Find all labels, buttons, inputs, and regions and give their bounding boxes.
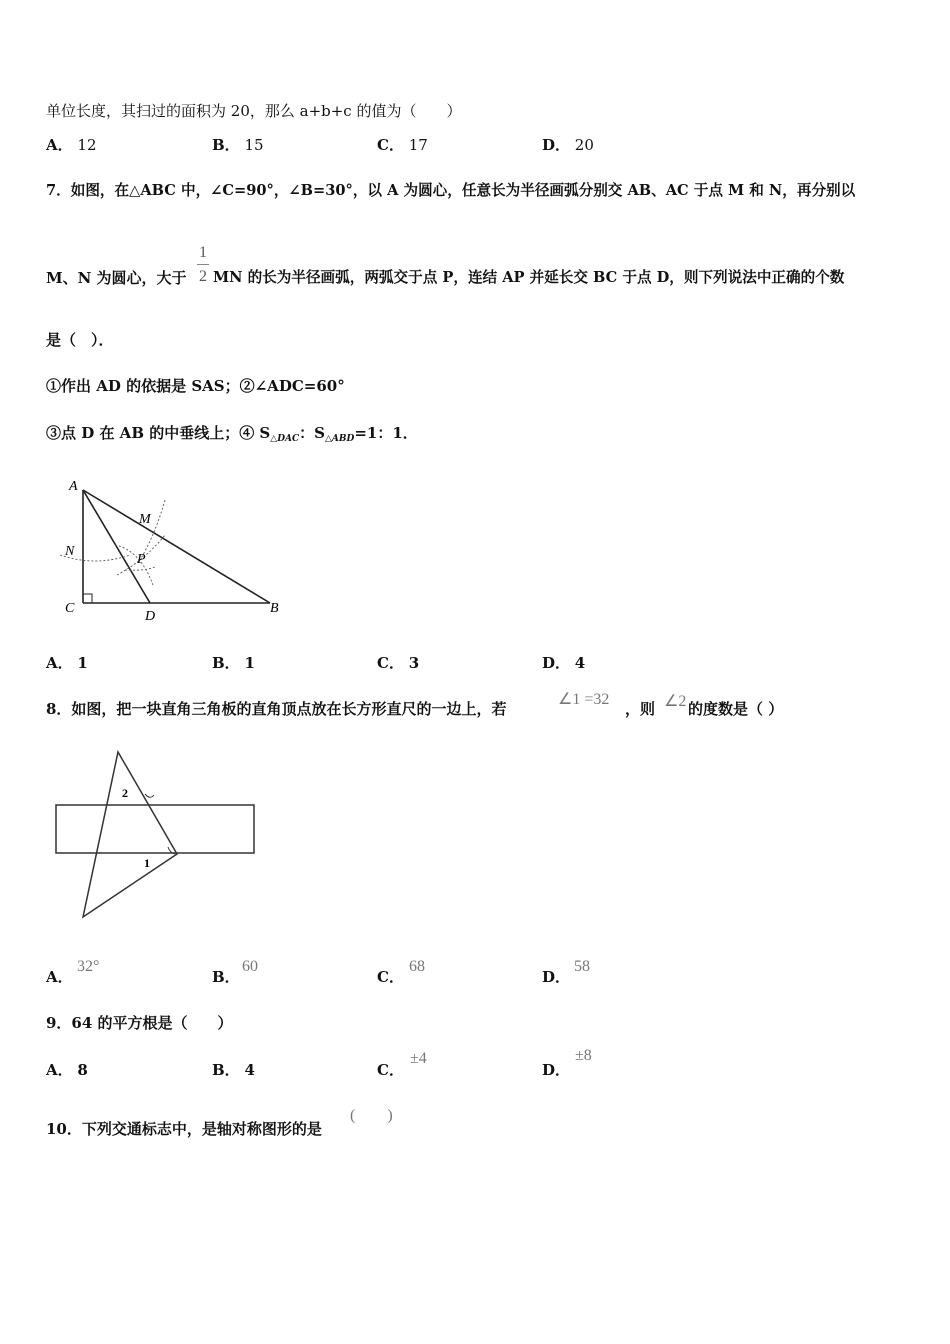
q7-fraction-numerator: 1: [199, 244, 207, 261]
q8-angle2: ∠2: [664, 693, 687, 710]
q7-statement-2: ③点 D 在 AB 的中垂线上；④ $S_{\triangle DAC}$：$S_{\triangle ABD}=1$：1．: [46, 424, 418, 444]
q9-option-c-value: ±4: [410, 1050, 427, 1067]
label-c: C: [65, 601, 75, 616]
q7-option-c: C． 3: [377, 654, 420, 672]
q8-option-a-value: 32°: [77, 958, 100, 975]
angle-1-label: 1: [144, 856, 150, 870]
q7-option-a: A． 1: [46, 654, 88, 672]
q8-ruler-triangle-figure: [50, 745, 270, 925]
q9-text: 9．64 的平方根是（ ）: [46, 1014, 233, 1032]
q7-line2-pre: M、N 为圆心，大于: [46, 269, 187, 287]
q7-option-d: D． 4: [542, 654, 586, 672]
q8-option-a: A．: [46, 968, 73, 986]
q8-text-mid: ，则: [625, 700, 656, 718]
label-a: A: [69, 479, 78, 494]
q10-paren: ( ): [350, 1107, 393, 1124]
q7-line2-post: MN 的长为半径画弧，两弧交于点 P，连结 AP 并延长交 BC 于点 D，则下列说法中正确的个数: [213, 269, 845, 286]
q9-option-a: A． 8: [46, 1061, 88, 1079]
q9-option-b: B． 4: [212, 1061, 255, 1079]
q8-option-c: C．: [377, 968, 404, 986]
q8-option-d-value: 58: [574, 958, 590, 975]
label-b: B: [270, 601, 279, 616]
q8-option-b-value: 60: [242, 958, 258, 975]
q6-option-b: B． 15: [212, 136, 264, 154]
label-m: M: [139, 512, 151, 527]
q9-option-d-value: ±8: [575, 1047, 592, 1064]
q7-statement-1: ①作出 AD 的依据是 SAS；②∠ADC=60°: [46, 377, 345, 395]
q6-option-c: C． 17: [377, 136, 428, 154]
q6-option-a: A． 12: [46, 136, 97, 154]
q8-option-c-value: 68: [409, 958, 425, 975]
q8-text-pre: 8．如图，把一块直角三角板的直角顶点放在长方形直尺的一边上，若: [46, 700, 507, 718]
q7-option-b: B． 1: [212, 654, 255, 672]
q9-option-d: D．: [542, 1061, 571, 1079]
q8-option-d: D．: [542, 968, 571, 986]
q7-fraction-bar: [197, 264, 209, 265]
q10-text: 10．下列交通标志中，是轴对称图形的是: [46, 1120, 322, 1138]
label-n: N: [65, 544, 75, 559]
q8-condition: ∠1 =32: [558, 691, 610, 708]
q8-text-post: 的度数是（ ）: [688, 700, 784, 718]
q6-option-d: D． 20: [542, 136, 594, 154]
q6-text: 单位长度，其扫过的面积为 20，那么 a+b+c 的值为（ ）: [46, 102, 462, 120]
q7-fraction-denominator: 2: [199, 268, 207, 285]
q7-line1: 7．如图，在△ABC 中，∠C=90°，∠B=30°，以 A 为圆心，任意长为半径画弧分别交 AB、AC 于点 M 和 N，再分别以: [46, 182, 856, 199]
q7-triangle-figure: [55, 475, 315, 625]
angle-2-label: 2: [122, 786, 128, 800]
q9-option-c: C．: [377, 1061, 404, 1079]
label-d: D: [145, 609, 156, 624]
q8-option-b: B．: [212, 968, 240, 986]
q7-line3: 是（ ）．: [46, 331, 114, 349]
label-p: P: [137, 552, 146, 567]
